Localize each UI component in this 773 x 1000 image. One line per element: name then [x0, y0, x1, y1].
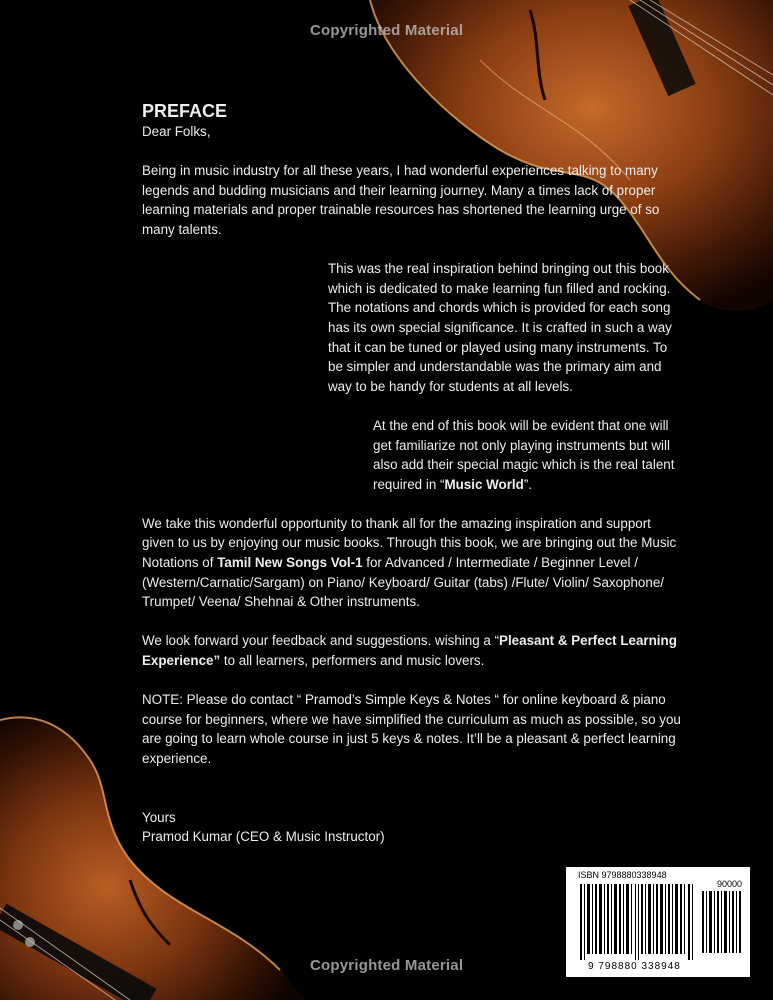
paragraph-4: We take this wonderful opportunity to thank all for the amazing inspiration and support given to us by enjoying our music books. Through this book, we are bringing out the Music Notations of Tamil New Songs Vol-1 for Advanced / Intermediate / Beginner Level / (Western/Carnatic/Sargam) on Piano/ Keyboard/ Guitar (tabs) /Flute/ Violin/ Saxophone/ Trumpet/ Veena/ Shehnai & Other instruments.	[142, 515, 677, 610]
signature: Pramod Kumar (CEO & Music Instructor)	[142, 829, 385, 845]
note-paragraph: NOTE: Please do contact “ Pramod’s Simple Keys & Notes “ for online keyboard & piano course for beginners, where we have simplified the curriculum as much as possible, so you are going to learn whole course in just 5 keys & notes. It’ll be a pleasant & perfect learning experience.	[142, 692, 681, 766]
copyright-watermark-top: Copyrighted Material	[310, 22, 464, 39]
preface-content	[142, 100, 682, 847]
paragraph-5: We look forward your feedback and suggestions. wishing a “Pleasant & Perfect Learning Experience” to all learners, performers and music lovers.	[142, 633, 677, 669]
isbn-barcode	[566, 867, 750, 977]
price-code: 90000	[716, 879, 742, 889]
copyright-watermark-bottom: Copyrighted Material	[310, 957, 464, 974]
closing: Yours	[142, 809, 176, 825]
isbn-number: ISBN 9798880338948	[578, 870, 667, 880]
paragraph-2: This was the real inspiration behind bringing out this book which is dedicated to make learning fun filled and rocking. The notations and chords which is provided for each song has its own special significance. It is crafted in such a way that it can be tuned or played using many instruments. To be simpler and understandable was the primary aim and way to be handy for students at all levels.	[328, 261, 672, 394]
barcode-bars-icon	[578, 884, 696, 960]
barcode-digits: 9 798880 338948	[588, 961, 681, 972]
paragraph-1: Being in music industry for all these years, I had wonderful experiences talking to many legends and budding musicians and their learning journey. Many a times lack of proper learning materials and proper trainable resources has shortened the learning urge of so many talents.	[142, 163, 660, 237]
preface-title: PREFACE	[142, 101, 228, 121]
price-barcode-bars-icon	[702, 891, 742, 953]
paragraph-3: At the end of this book will be evident that one will get familiarize not only playing instruments but will also add their special magic which is the real talent required in “Music World”.	[373, 417, 675, 492]
greeting: Dear Folks,	[142, 124, 211, 139]
